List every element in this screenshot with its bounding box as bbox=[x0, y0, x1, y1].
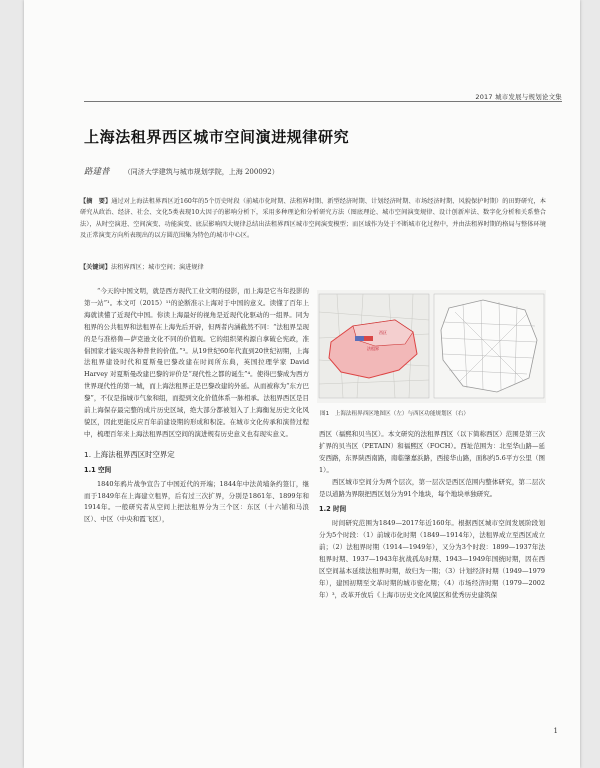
body-column-left bbox=[84, 286, 309, 526]
map-left bbox=[319, 294, 429, 398]
paper-page bbox=[24, 0, 580, 768]
abstract bbox=[80, 196, 546, 241]
keywords bbox=[80, 262, 546, 271]
author-line bbox=[84, 165, 279, 177]
author-affiliation: （同济大学建筑与城市规划学院，上海 200092） bbox=[123, 168, 279, 176]
author-name: 路建普 bbox=[84, 167, 110, 177]
paragraph: 1840年鸦片战争宣告了中国近代的开端；1844年中法黄埔条约签订，继而于1849年在上海建立租界，后有过三次扩界，分别是1861年、1899年和1914年。一般研究者从空间上把法租界分为三个区：东区（十六铺和马浪区）、中区（中央和霞飞区）， bbox=[84, 479, 309, 524]
keywords-text: 法租界西区；城市空间；演进规律 bbox=[110, 264, 204, 271]
map-right bbox=[434, 294, 544, 398]
article-title: 上海法租界西区城市空间演进规律研究 bbox=[84, 128, 350, 146]
keywords-tag: 【关键词】 bbox=[80, 264, 111, 271]
running-header: 2017 城市发展与规划论文集 bbox=[475, 93, 562, 101]
figure-maps bbox=[317, 290, 546, 403]
map-label-concession: 法租界 bbox=[367, 346, 379, 351]
subsection-heading: 1.2 时间 bbox=[319, 505, 347, 514]
body-column-right bbox=[319, 429, 545, 602]
paragraph: 西区（福熙和贝当区）。本文研究的法租界西区（以下简称西区）范围是第三次扩界的贝当区（PETAIN）和福熙区（FOCH）。西址范围为：北至华山路—延安西路，东界陕西南路，南临肇嘉浜路，西接华山路，面积约5.6平方公里（图1）。 bbox=[319, 430, 545, 474]
paragraph: 时间研究范围为1849—2017年近160年。根据西区城市空间发展阶段划分为5个时段：（1）前城市化时期（1849—1914年），法租界成立至西区成立前；（2）法租界时期（1914—1949年），又分为3个时段：1899—1937年法租界时期、1937—1943年抗战孤岛时期、1943—1949年国统时期，因在西区空间基本延续法租界时期，故归为一期；（3）计划经济时期（1949—1979年），建国初期至文革时期的城市密化期；（4）市场经济时期（1979—2002年）³，改革开放后《上海市历史文化风貌区和优秀历史建筑保 bbox=[319, 519, 545, 599]
page-number: 1 bbox=[553, 727, 558, 735]
paragraph: 西区城市空间分为两个层次，第一层次是西区范围内整体研究，第二层次是以道路为界限把西区划分为91个地块，每个地块单独研究。 bbox=[319, 477, 545, 498]
abstract-tag: 【摘 要】 bbox=[80, 198, 112, 205]
legend-block-red bbox=[364, 336, 373, 341]
map-label-west: 西区 bbox=[379, 330, 387, 335]
section-heading: 1. 上海法租界西区时空界定 bbox=[84, 449, 175, 459]
abstract-text: 通过对上海法租界西区近160年的5个历史时段（前城市化时期、法租界时期、新型经济时期、计划经济时期、市场经济时期、风貌保护时期）的田野研究，本研究从政治、经济、社会、文化5类表现10大因子的影响分析下，采用多种理论和分析研究方法（图底理论、城市空间演变规律、设计创新库法、数字化分析和关系整合法），从时空演进、空间演变、功能演变、底层影响四大规律总结出法租界西区城市空间演变模型；而区域作为处于不断城市化过程中，并由法租界时期的格局与整体环境及正常演变方向所表现出的以方圆范围集为特色的城市中心区。 bbox=[80, 198, 546, 239]
subsection-heading: 1.1 空间 bbox=[84, 465, 112, 474]
header-rule bbox=[84, 101, 562, 102]
figure-caption: 图1 上海法租界西区地图区（左）与西区功能规划区（右） bbox=[320, 411, 469, 417]
paragraph: “今天的中国文明，就是西方现代工业文明的侵影，而上海是它当年投影的第一站”¹。本文可（2015）¹¹的论断准示上海对于中国的意义。读懂了百年上海就读懂了近现代中国。你读上海最好的视角是近现代化驱动的一组界。同为租界的公共租界和法租界在上海先后开辟，但两者内涵截然不同：“法租界呈现的是与准格鲁—萨克逊文化不同的价值观。它的组织架构源自拿破仑宪政，准倡国家才能实现各种普世的价值。”³。从19世纪60年代直到20世纪初期，上海法租界建设时代和夏斯曼巴黎改建在时间所东典，英国拉理学家 David Harvey 对夏斯曼改建巴黎的评价是“现代性之都的诞生”⁴。使得巴黎成为西方世界现代性的第一城，而上海法租界正是巴黎改建的外延。从而被称为“东方巴黎”，不仅是指城市气象和组，而提到文化价值体系一脉相承。法租界西区是目前上海保存最完整的成片历史区域，绝大部分都被划入了上海衡复历史文化风貌区，因此更能反应百年前建设期的形成和积淀。在城市文化传承和演替过程中，梳理百年来上海法租界西区空间的演进规有历史意义也有现实意义。 bbox=[84, 287, 309, 438]
legend-block-blue bbox=[355, 336, 364, 341]
